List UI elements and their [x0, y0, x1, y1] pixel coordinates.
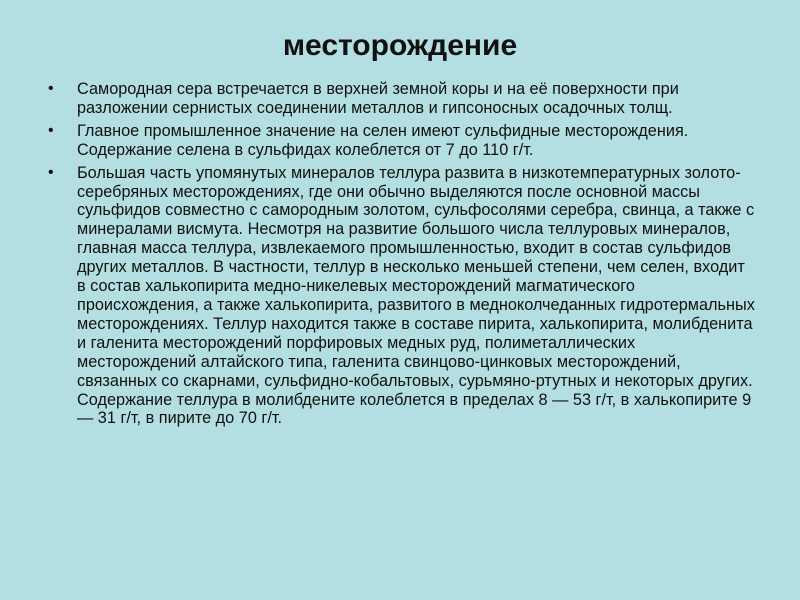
bullet-item-tellurium — [44, 164, 756, 429]
bullet-icon: • — [48, 80, 54, 97]
bullet-icon: • — [48, 163, 54, 181]
bullet-item-selenium — [44, 122, 756, 160]
bullet-list — [44, 80, 756, 428]
bullet-text: Самородная сера встречается в верхней земной коры и на её поверхности при разложении сернистых соединении металлов и гипсоносных осадочных толщ. — [77, 80, 679, 117]
bullet-text: Большая часть упомянутых минералов теллура развита в низкотемпературных золото-серебряных месторождениях, где они обычно выделяются после основной массы сульфидов совместно с самородным золотом, сульфосолями серебра, свинца, а также с минералами висмута. Несмотря на развитие большого числа теллуровых минералов, главная масса теллура, извлекаемого промышленностью, входит в состав сульфидов других металлов. В частности, теллур в несколько меньшей степени, чем селен, входит в состав халькопирита медно-никелевых месторождений магматического происхождения, а также халькопирита, развитого в медноколчеданных гидротермальных месторождениях. Теллур находится также в составе пирита, халькопирита, молибденита и галенита месторождений порфировых медных руд, полиметаллических месторождений алтайского типа, галенита свинцово-цинковых месторождений, связанных со скарнами, сульфидно-кобальтовых, сурьмяно-ртутных и некоторых других. Содержание теллура в молибдените колеблется в пределах 8 — 53 г/т, в халькопирите 9 — 31 г/т, в пирите до 70 г/т. — [77, 163, 755, 428]
bullet-text: Главное промышленное значение на селен имеют сульфидные месторождения. Содержание селена в сульфидах колеблется от 7 до 110 г/т. — [77, 121, 689, 159]
bullet-item-sulfur — [44, 80, 756, 118]
slide-title: месторождение — [282, 29, 518, 62]
bullet-icon: • — [48, 121, 54, 139]
